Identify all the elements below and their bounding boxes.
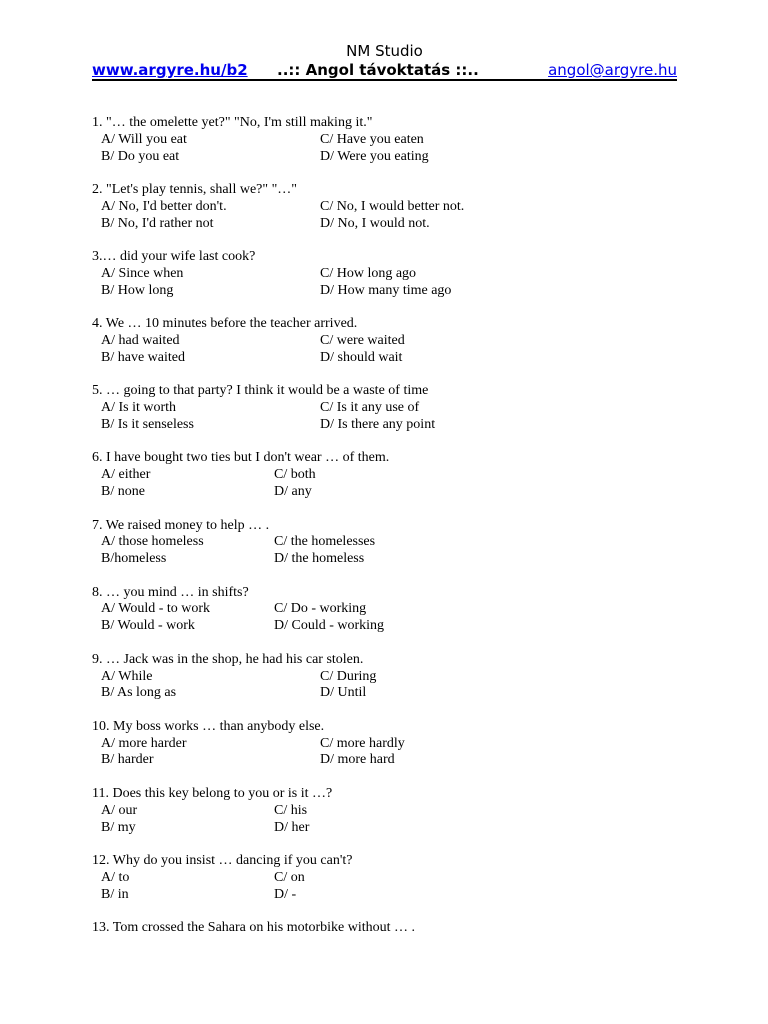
question-item [92, 114, 692, 181]
option-c: C/ No, I would better not. [320, 198, 465, 214]
option-b: B/ As long as [101, 685, 177, 701]
question-item [92, 449, 692, 516]
question-stem: 2. "Let's play tennis, shall we?" "…" [92, 182, 298, 198]
option-c: C/ Have you eaten [320, 131, 424, 147]
question-item [92, 852, 692, 919]
option-d: D/ any [274, 484, 312, 500]
question-stem: 13. Tom crossed the Sahara on his motorbike without … . [92, 920, 416, 936]
option-d: D/ Could - working [274, 618, 385, 634]
option-c: C/ his [274, 802, 308, 818]
question-stem: 12. Why do you insist … dancing if you can't? [92, 853, 353, 869]
header-row [92, 60, 677, 80]
option-d: D/ No, I would not. [320, 215, 430, 231]
option-b: B/ my [101, 819, 136, 835]
document-header [92, 42, 677, 80]
option-b: B/homeless [101, 551, 167, 567]
option-d: D/ should wait [320, 349, 403, 365]
question-stem: 5. … going to that party? I think it would be a waste of time [92, 383, 429, 399]
question-item [92, 584, 692, 651]
question-item [92, 919, 692, 986]
option-c: C/ more hardly [320, 735, 405, 751]
option-d: D/ Were you eating [320, 148, 429, 164]
header-tagline: ..:: Angol távoktatás ::.. [277, 61, 479, 79]
option-a: A/ While [101, 668, 153, 684]
option-b: B/ How long [101, 282, 174, 298]
question-list [92, 114, 692, 986]
question-item [92, 718, 692, 785]
option-c: C/ on [274, 869, 305, 885]
question-item [92, 651, 692, 718]
option-a: A/ Would - to work [101, 601, 211, 617]
question-stem: 7. We raised money to help … . [92, 517, 270, 533]
option-b: B/ in [101, 886, 129, 902]
option-c: C/ Do - working [274, 601, 367, 617]
option-a: A/ to [101, 869, 130, 885]
option-b: B/ Would - work [101, 618, 195, 634]
question-stem: 8. … you mind … in shifts? [92, 584, 249, 600]
option-c: C/ the homelesses [274, 534, 376, 550]
option-c: C/ During [320, 668, 377, 684]
option-a: A/ more harder [101, 735, 187, 751]
option-a: A/ our [101, 802, 138, 818]
option-a: A/ either [101, 467, 151, 483]
option-b: B/ harder [101, 752, 154, 768]
question-item [92, 517, 692, 584]
option-a: A/ Is it worth [101, 400, 177, 416]
option-c: C/ both [274, 467, 316, 483]
question-stem: 6. I have bought two ties but I don't wear … of them. [92, 450, 390, 466]
option-d: D/ her [274, 819, 310, 835]
studio-name: NM Studio [346, 42, 423, 60]
question-stem: 4. We … 10 minutes before the teacher arrived. [92, 316, 358, 332]
option-d: D/ - [274, 886, 297, 902]
option-d: D/ more hard [320, 752, 395, 768]
option-d: D/ Is there any point [320, 416, 436, 432]
option-c: C/ Is it any use of [320, 400, 420, 416]
question-stem: 10. My boss works … than anybody else. [92, 718, 325, 734]
question-item [92, 181, 692, 248]
question-item [92, 382, 692, 449]
option-d: D/ the homeless [274, 551, 365, 567]
option-a: A/ had waited [101, 333, 180, 349]
question-item [92, 248, 692, 315]
option-d: D/ Until [320, 685, 367, 701]
option-a: A/ those homeless [101, 534, 204, 550]
question-stem: 11. Does this key belong to you or is it …? [92, 785, 333, 801]
option-c: C/ were waited [320, 333, 405, 349]
question-item [92, 785, 692, 852]
option-b: B/ have waited [101, 349, 185, 365]
option-a: A/ Will you eat [101, 131, 187, 147]
question-stem: 9. … Jack was in the shop, he had his car stolen. [92, 651, 364, 667]
option-b: B/ No, I'd rather not [101, 215, 214, 231]
option-a: A/ No, I'd better don't. [101, 198, 227, 214]
option-a: A/ Since when [101, 265, 184, 281]
question-item [92, 315, 692, 382]
option-c: C/ How long ago [320, 265, 417, 281]
question-stem: 1. "… the omelette yet?" "No, I'm still making it." [92, 115, 373, 130]
option-d: D/ How many time ago [320, 282, 452, 298]
email-link[interactable]: angol@argyre.hu [548, 61, 677, 79]
question-stem: 3.… did your wife last cook? [92, 249, 256, 265]
option-b: B/ Do you eat [101, 148, 180, 164]
header-rule [92, 79, 677, 81]
option-b: B/ none [101, 484, 145, 500]
option-b: B/ Is it senseless [101, 416, 194, 432]
site-link[interactable]: www.argyre.hu/b2 [92, 61, 248, 79]
